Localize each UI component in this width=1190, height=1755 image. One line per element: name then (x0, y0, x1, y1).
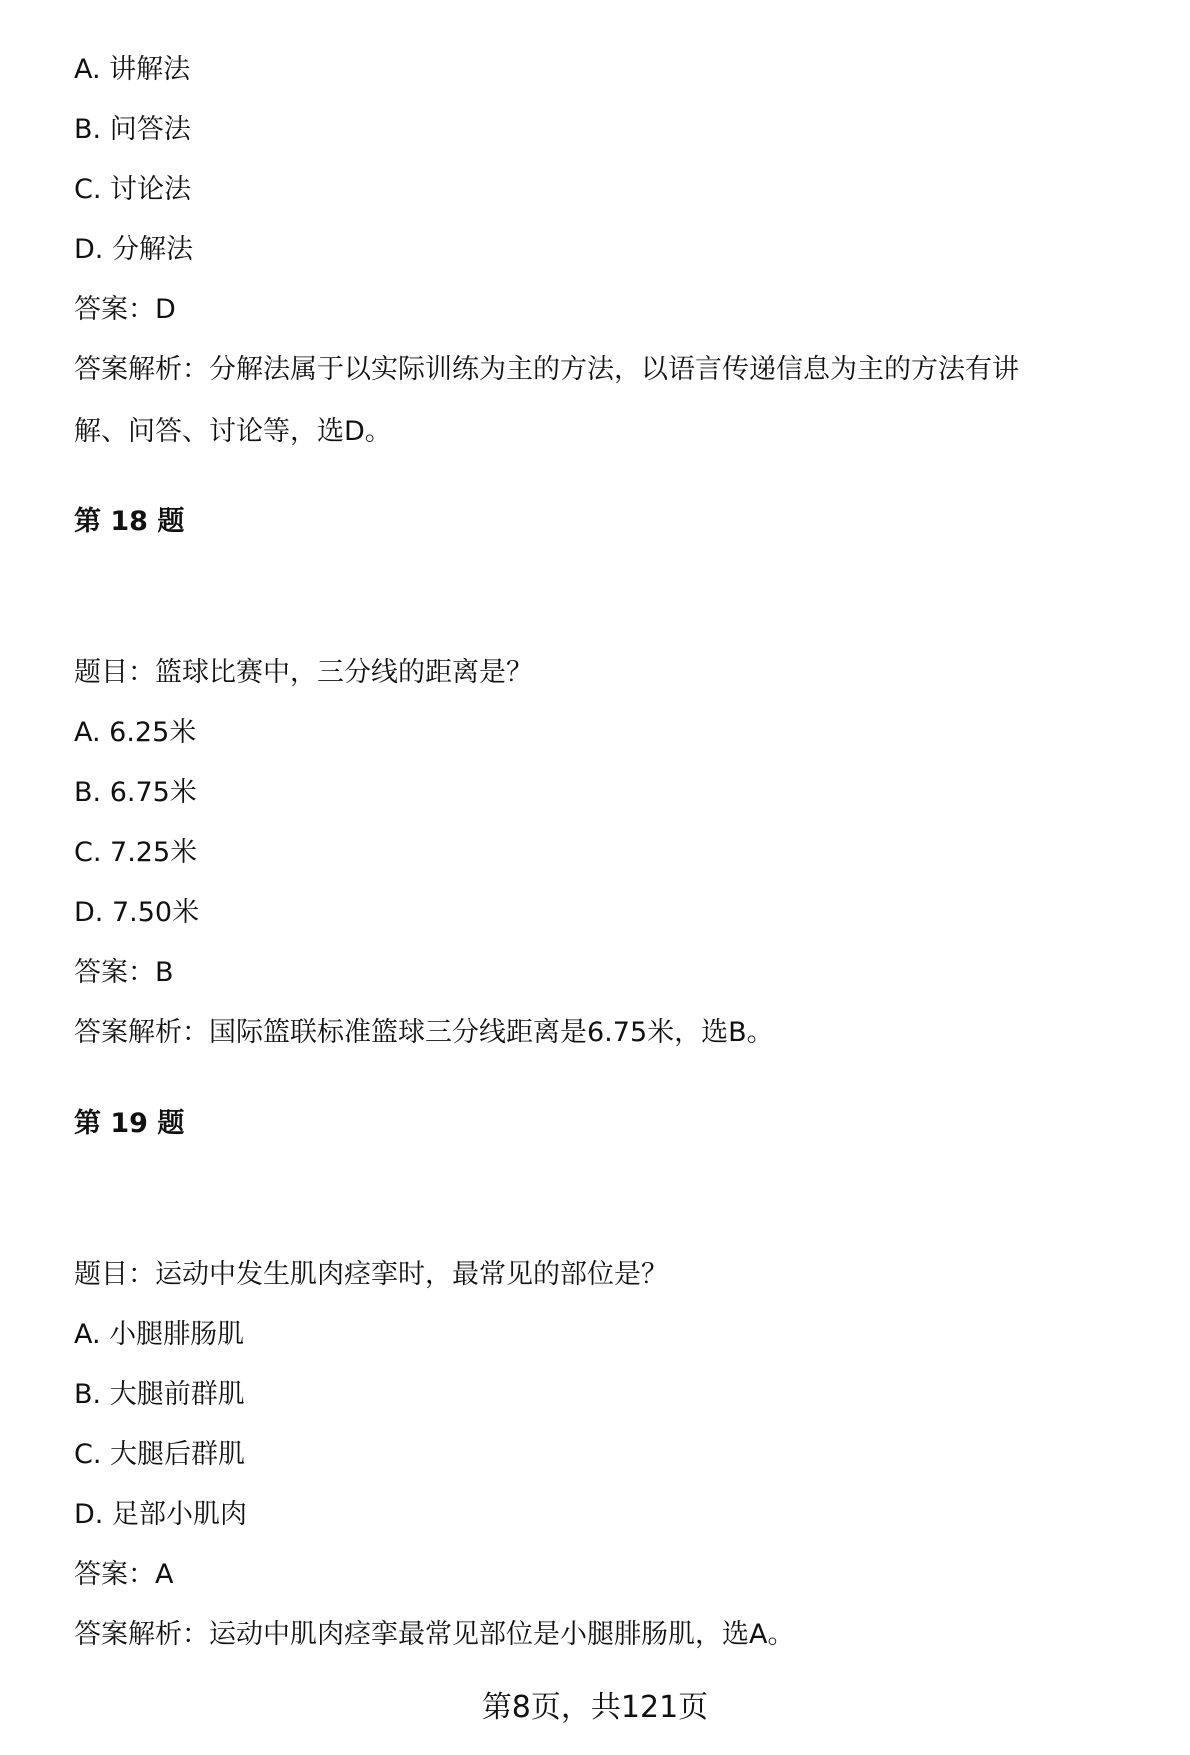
q18-answer: 答案：B (74, 957, 174, 988)
q19-option-b: B. 大腿前群肌 (74, 1379, 245, 1410)
q19-option-d: D. 足部小肌肉 (74, 1499, 247, 1530)
prev-option-a: A. 讲解法 (74, 54, 191, 85)
q18-analysis: 答案解析：国际篮联标准篮球三分线距离是6.75米，选B。 (74, 1017, 774, 1048)
prev-answer: 答案：D (74, 294, 176, 325)
prev-option-d: D. 分解法 (74, 234, 193, 265)
q18-heading: 第 18 题 (74, 506, 185, 537)
q19-answer: 答案：A (74, 1559, 174, 1590)
q19-stem: 题目：运动中发生肌肉痉挛时，最常见的部位是？ (74, 1259, 668, 1290)
q18-stem: 题目：篮球比赛中，三分线的距离是？ (74, 657, 533, 688)
q18-option-d: D. 7.50米 (74, 897, 200, 928)
prev-analysis-line2: 解、问答、讨论等，选D。 (74, 416, 392, 447)
q19-option-c: C. 大腿后群肌 (74, 1439, 246, 1470)
q19-option-a: A. 小腿腓肠肌 (74, 1319, 245, 1350)
q18-option-c: C. 7.25米 (74, 837, 198, 868)
q19-heading: 第 19 题 (74, 1108, 185, 1139)
page-number-footer: 第8页，共121页 (481, 1690, 709, 1725)
q18-option-b: B. 6.75米 (74, 777, 197, 808)
prev-analysis-line1: 答案解析：分解法属于以实际训练为主的方法，以语言传递信息为主的方法有讲 (74, 354, 1019, 385)
prev-option-c: C. 讨论法 (74, 174, 192, 205)
q18-option-a: A. 6.25米 (74, 717, 197, 748)
prev-option-b: B. 问答法 (74, 114, 191, 145)
q19-analysis: 答案解析：运动中肌肉痉挛最常见部位是小腿腓肠肌，选A。 (74, 1619, 795, 1650)
